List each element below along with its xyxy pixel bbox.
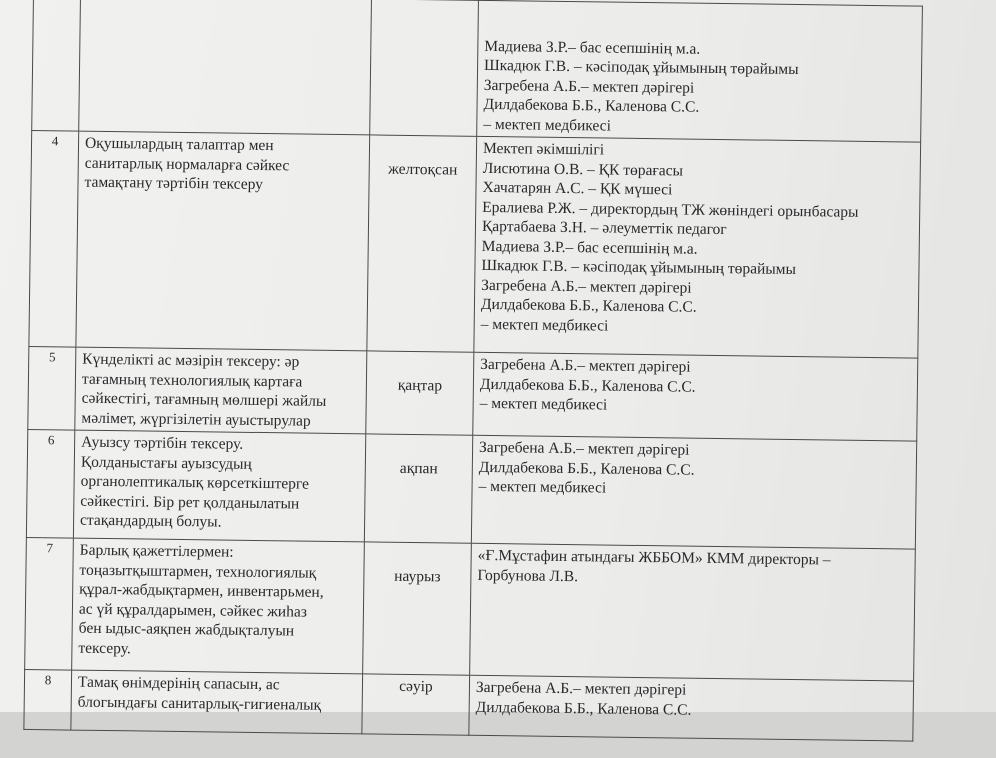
task-line: Күнделікті ас мәзірін тексеру: әр xyxy=(82,350,300,371)
task-line: тоңазытқыштармен, технологиялық xyxy=(79,561,317,582)
task-line: сәйкестігі. Бір рет қолданылатын xyxy=(80,492,300,513)
task-line: блогындағы санитарлық-гигиеналық xyxy=(77,693,322,714)
responsible-line: Мектеп әкімшілігі xyxy=(482,139,605,159)
month-cell xyxy=(362,674,470,735)
task-line: бен ыдыс-аяқпен жабдықталуын xyxy=(78,619,295,640)
responsible-line: Загребена А.Б.– мектеп дәрігері xyxy=(478,438,690,459)
task-line: ас үй құралдарымен, сәйкес жиһаз xyxy=(78,600,308,621)
row-number-cell xyxy=(25,537,74,670)
responsible-line: Загребена А.Б.– мектеп дәрігері xyxy=(481,276,692,297)
task-line: стақандардың болуы. xyxy=(80,511,222,531)
month-label: қаңтар xyxy=(397,376,443,395)
responsible-line: Дилдабекова Б.Б., Каленова С.С. xyxy=(479,375,696,396)
responsible-line: – мектеп медбикесі xyxy=(480,315,609,335)
month-cell xyxy=(367,135,477,352)
row-number: 5 xyxy=(48,349,56,365)
row-number-cell xyxy=(24,669,72,730)
responsible-line: Шкадюк Г.В. – кәсіподақ ұйымының төрайымы xyxy=(483,56,799,79)
table-row xyxy=(28,346,918,441)
task-line: сәйкестігі, тағамның мөлшері жайлы xyxy=(81,389,327,410)
responsible-line: Загребена А.Б.– мектеп дәрігері xyxy=(475,678,687,699)
month-label: сәуір xyxy=(399,677,433,696)
schedule-table xyxy=(23,0,923,742)
table-row xyxy=(29,130,921,358)
responsible-cell xyxy=(469,675,914,741)
month-cell xyxy=(364,434,472,543)
responsible-line: Загребена А.Б.– мектеп дәрігері xyxy=(480,355,691,376)
month-cell xyxy=(370,0,479,136)
responsible-line: Дилдабекова Б.Б., Каленова С.С. xyxy=(475,698,692,719)
row-number: 7 xyxy=(46,540,54,556)
task-cell xyxy=(73,430,365,542)
responsible-line: Лисютина О.В. – ҚК төрағасы xyxy=(482,159,684,180)
table-row xyxy=(25,537,916,681)
responsible-line: Дилдабекова Б.Б., Каленова С.С. xyxy=(480,295,697,316)
responsible-cell xyxy=(473,352,918,441)
task-line: құрал-жабдықтармен, инвентарьмен, xyxy=(79,580,324,601)
task-line: тексеру. xyxy=(78,639,131,657)
responsible-line: – мектеп медбикесі xyxy=(478,477,607,497)
responsible-line: Дилдабекова Б.Б., Каленова С.С. xyxy=(478,458,695,479)
table-row xyxy=(24,669,914,741)
responsible-line: Қартабаева З.Н. – әлеуметтік педагог xyxy=(481,217,727,239)
month-cell xyxy=(366,351,474,435)
month-label: желтоқсан xyxy=(388,160,458,179)
row-number-cell xyxy=(28,346,76,430)
task-cell xyxy=(76,131,370,351)
task-cell xyxy=(79,0,372,135)
responsible-cell xyxy=(477,0,923,142)
month-cell xyxy=(363,542,472,675)
task-line: тағамның технологиялық картаға xyxy=(81,370,303,391)
task-line: Қолданыстағы ауызсудың xyxy=(80,453,252,473)
task-line: тамақтану тәртібін тексеру xyxy=(84,173,264,194)
task-line: Оқушылардың талаптар мен xyxy=(84,134,274,155)
responsible-line: «Ғ.Мұстафин атындағы ЖББОМ» КММ директоры – xyxy=(477,546,831,569)
table-row xyxy=(26,429,916,549)
task-cell xyxy=(72,538,365,674)
month-label: наурыз xyxy=(394,567,441,586)
responsible-line: – мектеп медбикесі xyxy=(479,394,608,414)
task-line: органолептикалық көрсеткіштерге xyxy=(80,472,310,493)
responsible-line: Шкадюк Г.В. – кәсіподақ ұйымының төрайымы xyxy=(481,256,797,279)
responsible-cell xyxy=(474,136,921,358)
responsible-line: Хачатарян А.С. – ҚК мүшесі xyxy=(482,178,673,199)
row-number-cell xyxy=(32,0,81,131)
task-line: мәлімет, жүргізілетін ауыстырулар xyxy=(81,409,311,430)
row-number: 4 xyxy=(51,133,59,149)
responsible-line: Мадиева З.Р.– бас есепшінің м.а. xyxy=(484,37,701,58)
task-cell xyxy=(71,670,363,734)
responsible-line: – мектеп медбикесі xyxy=(483,115,612,135)
task-line: санитарлық нормаларға сәйкес xyxy=(84,154,290,174)
row-number-cell xyxy=(26,429,74,538)
row-number: 8 xyxy=(44,672,52,688)
task-cell xyxy=(75,347,367,434)
month-label: ақпан xyxy=(399,459,438,478)
responsible-line: Загребена А.Б.– мектеп дәрігері xyxy=(483,76,695,97)
responsible-line: Дилдабекова Б.Б., Каленова С.С. xyxy=(483,95,700,116)
task-line: Ауызсу тәртібін тексеру. xyxy=(81,433,244,453)
row-number: 6 xyxy=(47,432,55,448)
responsible-line: Горбунова Л.В. xyxy=(477,566,579,585)
responsible-cell xyxy=(471,435,916,549)
table-row xyxy=(32,0,923,142)
responsible-cell xyxy=(470,543,916,681)
task-line: Тамақ өнімдерінің сапасын, ас xyxy=(77,673,280,694)
responsible-line: Мадиева З.Р.– бас есепшінің м.а. xyxy=(481,237,698,258)
task-line: Барлық қажеттілермен: xyxy=(79,541,234,561)
responsible-line: Ералиева Р.Ж. – директордың ТЖ жөніндегі орынбасары xyxy=(482,198,859,221)
row-number-cell xyxy=(29,130,79,347)
